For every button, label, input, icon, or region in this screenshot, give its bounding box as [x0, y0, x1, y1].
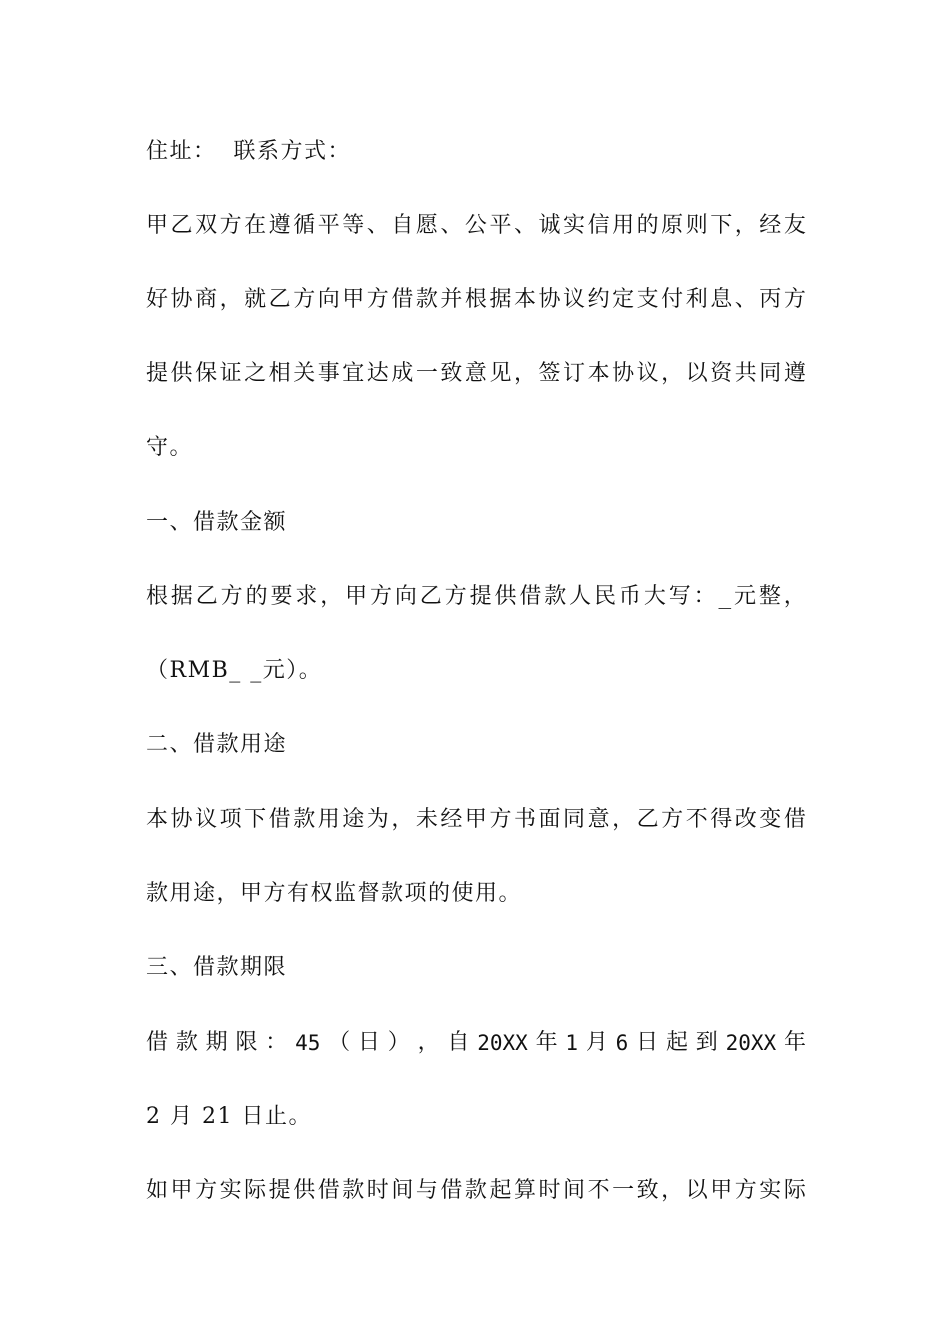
preamble-line-2: 好 协 商 ， 就 乙 方 向 甲 方 借 款 并 根 据 本 协 议 约 定 支 付 利 息 、 丙 方	[146, 287, 806, 312]
address-contact-line: 住址： 联系方式：	[146, 139, 351, 164]
loan-amount-line-2: （RMB_ _元）。	[146, 658, 323, 683]
preamble-line-3: 提 供 保 证 之 相 关 事 宜 达 成 一 致 意 见 ， 签 订 本 协 议 ， 以 资 共 同 遵	[146, 361, 806, 386]
preamble-line-4: 守。	[146, 435, 194, 460]
loan-term-line-3: 如 甲 方 实 际 提 供 借 款 时 间 与 借 款 起 算 时 间 不 一 致 ， 以 甲 方 实 际	[146, 1178, 806, 1203]
loan-purpose-line-1: 本 协 议 项 下 借 款 用 途 为 ， 未 经 甲 方 书 面 同 意 ， 乙 方 不 得 改 变 借	[146, 807, 806, 832]
loan-amount-line-1: 根 据 乙 方 的 要 求 ， 甲 方 向 乙 方 提 供 借 款 人 民 币 大 写 ： _ 元 整 ，	[146, 584, 806, 609]
section-heading-loan-purpose: 二、借款用途	[146, 732, 288, 757]
loan-purpose-line-2: 款用途，甲方有权监督款项的使用。	[146, 881, 523, 906]
section-heading-loan-amount: 一、借款金额	[146, 510, 288, 535]
loan-term-line-1: 借 款 期 限 ： 45 （ 日 ） ， 自 20XX 年 1 月 6 日 起 到 20XX 年	[146, 1030, 806, 1055]
preamble-line-1: 甲 乙 双 方 在 遵 循 平 等 、 自 愿 、 公 平 、 诚 实 信 用 的 原 则 下 ， 经 友	[146, 213, 806, 238]
loan-term-line-2: 2 月 21 日止。	[146, 1104, 312, 1129]
section-heading-loan-term: 三、借款期限	[146, 955, 288, 980]
